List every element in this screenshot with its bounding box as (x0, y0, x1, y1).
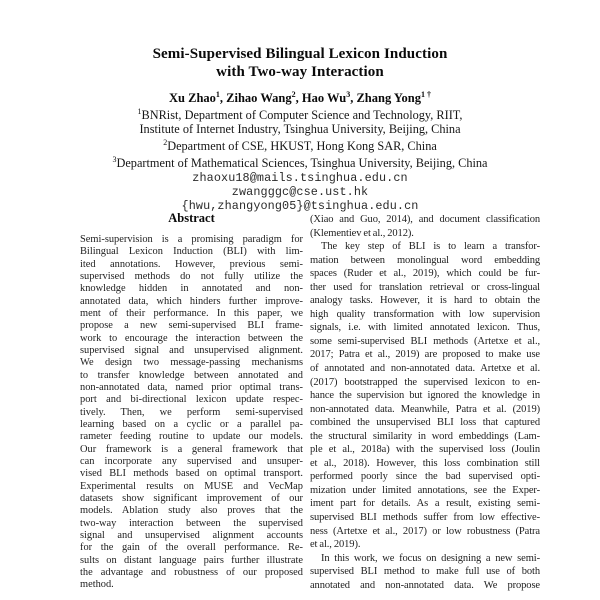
abstract-line: non-annotated data, named prior optimal trans- (80, 381, 303, 393)
email-address: zhaoxu18@mails.tsinghua.edu.cn (192, 171, 408, 186)
affiliation-line: $^2$Department of CSE, HKUST, Hong Kong SAR, China (163, 138, 437, 154)
abstract-line: the advantage and robustness of our proposed (80, 566, 303, 578)
body-text-line: high quality transformation with low supervision (310, 308, 540, 320)
affiliation-line: $^1$BNRist, Department of Computer Science and Technology, RIIT, (137, 107, 463, 123)
abstract-line: supervised methods do not fully utilize the (80, 270, 303, 282)
abstract-line: models. Ablation study also proves that the (80, 505, 303, 517)
abstract-section (80, 211, 303, 592)
abstract-line: annotated data, which hinders further improve- (80, 295, 303, 307)
abstract-line: ited annotations. However, previous semi- (80, 258, 303, 270)
abstract-line: knowledge hidden in annotated and non- (80, 283, 303, 295)
abstract-line: signal and unsupervised alignment accounts (80, 529, 303, 541)
body-text-line: mation between monolingual word embedding (310, 254, 540, 266)
body-text-line: ther used for translation retrieval or cross-lingual (310, 281, 540, 293)
affiliation-superscript: 3 (112, 155, 117, 165)
body-text-line: et al., 2018). However, this loss combination still (310, 457, 540, 469)
abstract-line: propose a new semi-supervised BLI frame- (80, 320, 303, 332)
abstract-line: We design two message-passing mechanisms (80, 357, 303, 369)
abstract-line: to transfer knowledge between annotated and (80, 369, 303, 381)
author-superscript: 1 † (420, 90, 431, 99)
author-name: Zhang Yong$^{1 \dagger}$ (356, 90, 431, 106)
abstract-line: Semi-supervision is a promising paradigm for (80, 234, 303, 245)
body-text-line: ness (Artetxe et al., 2017) or low robustness (Patra (310, 525, 540, 537)
abstract-line: Bilingual Lexicon Induction (BLI) with lim- (80, 246, 303, 258)
right-column (310, 213, 540, 592)
body-text-line: non-annotated data. Meanwhile, Patra et al. (2019) (310, 403, 540, 415)
abstract-line: supervised signal and unsupervised alignment. (80, 344, 303, 356)
abstract-body (80, 234, 303, 592)
body-text-line: analogy tasks. However, it is hard to obtain the (310, 295, 540, 307)
body-text-line: et al., 2019). (310, 539, 361, 551)
abstract-line: datasets show significant improvement of our (80, 492, 303, 504)
body-paragraph (310, 240, 540, 552)
body-text-line: the structural similarity in word embeddings (Lam- (310, 430, 540, 442)
body-text-line: supervised BLI methods suffer from low effective- (310, 512, 540, 524)
body-text-line: performed poorly since the bad supervised opti- (310, 471, 540, 483)
body-text-line: hance the supervision but ignored the knowledge in (310, 390, 540, 402)
email-address: {hwu,zhangyong05}@tsinghua.edu.cn (181, 199, 419, 214)
abstract-line: Our framework is a general framework that (80, 443, 303, 455)
abstract-line: Experimental results on MUSE and VecMap (80, 480, 303, 492)
abstract-line: can incorporate any supervised and unsuper- (80, 455, 303, 467)
body-text-line: (2017) bootstrapped the supervised lexicon to en- (310, 376, 540, 388)
body-text-line: (Klementiev et al., 2012). (310, 227, 414, 239)
authors-line: Xu Zhao$^1$, Zihao Wang$^2$, Hao Wu$^3$, Zhang Yong$^{1 \dagger}$ (169, 90, 431, 106)
affiliation-line: Institute of Internet Industry, Tsinghua University, Beijing, China (139, 122, 461, 137)
abstract-heading: Abstract (168, 211, 215, 225)
paper-title-line1: Semi-Supervised Bilingual Lexicon Induction (152, 46, 448, 62)
body-text-line: spaces (Ruder et al., 2019), which could be fur- (310, 268, 540, 280)
author-name: Xu Zhao$^1$ (169, 90, 220, 106)
author-superscript: 3 (346, 90, 351, 99)
author-superscript: 1 (215, 90, 220, 99)
abstract-line: method. (80, 579, 114, 591)
body-paragraph (310, 552, 540, 593)
body-text-line: of annotated and non-annotated data. Artetxe et al. (310, 363, 540, 375)
body-text-line: 2017; Patra et al., 2019) are proposed to make use (310, 349, 540, 361)
body-text-line: annotated and non-annotated data. We propose (310, 579, 540, 591)
author-superscript: 2 (291, 90, 296, 99)
affiliation-line: $^3$Department of Mathematical Sciences, Tsinghua University, Beijing, China (112, 155, 488, 171)
body-text-line: ple et al., 2018a) with the supervised loss (Joulin (310, 444, 540, 456)
author-name: Hao Wu$^3$ (301, 90, 351, 106)
paper-header (0, 45, 600, 213)
emails (0, 171, 600, 213)
body-text-line: some semi-supervised BLI methods (Artetxe et al., (310, 335, 540, 347)
abstract-line: for the gain of the overall performance. Re- (80, 542, 303, 554)
affiliation-superscript: 1 (137, 107, 142, 117)
body-paragraph (310, 213, 540, 240)
abstract-line: tively. Then, we perform semi-supervised (80, 406, 303, 418)
body-text-line: The key step of BLI is to learn a transfor- (321, 241, 540, 253)
abstract-line: vised BLI methods based on optimal transport. (80, 468, 303, 480)
abstract-line: ment of their performance. In this paper, we (80, 307, 303, 319)
abstract-line: work to encourage the interaction between the (80, 332, 303, 344)
body-text-line: mization under limited annotations, see the Exper- (310, 484, 540, 496)
abstract-line: sults on distant language pairs further illustrate (80, 554, 303, 566)
abstract-line: rameter feeding routine to update our models. (80, 431, 303, 443)
abstract-line: two-way interaction between the supervised (80, 517, 303, 529)
affiliation-superscript: 2 (163, 138, 168, 148)
body-text-line: combined the unsupervised BLI loss that captured (310, 417, 540, 429)
abstract-line: learning based on a cyclic or a parallel pa- (80, 418, 303, 430)
paper-title-line2: with Two-way Interaction (216, 64, 384, 80)
affiliations (0, 105, 600, 170)
abstract-line: port and bi-directional lexicon update respec- (80, 394, 303, 406)
email-address: zwangggc@cse.ust.hk (231, 185, 369, 200)
body-text-line: iment part for details. As a result, existing semi- (310, 498, 540, 510)
body-text-line: supervised BLI method to make full use of both (310, 566, 540, 578)
body-text-line: In this work, we focus on designing a new semi- (321, 552, 540, 564)
body-text-line: (Xiao and Guo, 2014), and document classification (310, 214, 540, 225)
author-name: Zihao Wang$^2$ (226, 90, 296, 106)
body-text-line: signals, i.e. with limited annotated lexicon. Thus, (310, 322, 540, 334)
